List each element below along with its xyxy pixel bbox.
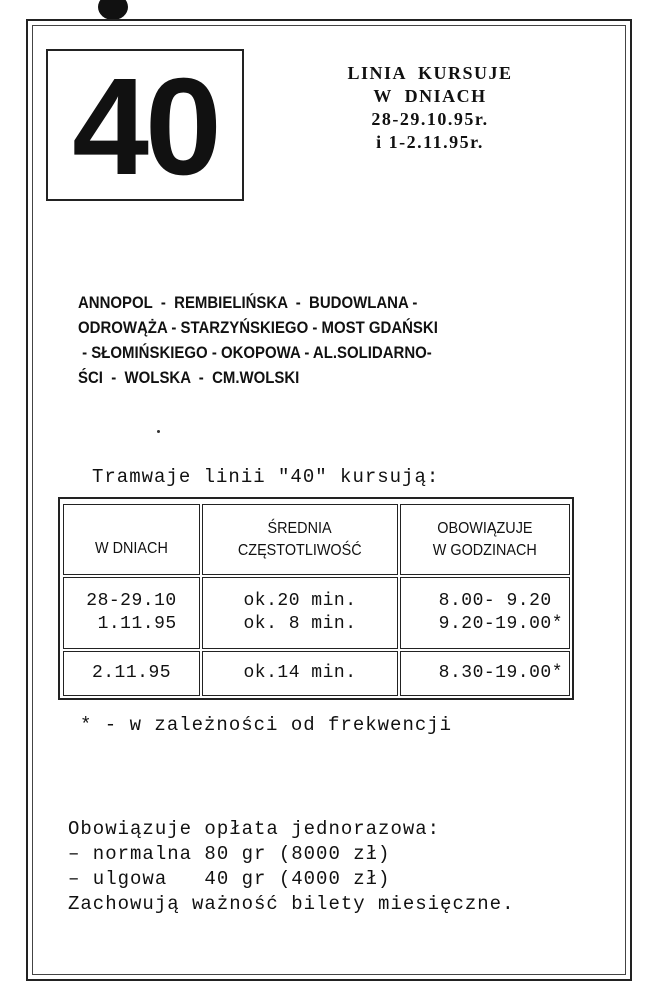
notice-line-1: LINIA KURSUJE bbox=[347, 63, 513, 83]
table-row-1-days: 28-29.10 1.11.95 bbox=[63, 577, 200, 649]
fare-line-2: – normalna 80 gr (8000 zł) bbox=[68, 843, 391, 865]
footnote: * - w zależności od frekwencji bbox=[80, 714, 453, 736]
route-line: ŚCI - WOLSKA - CM.WOLSKI bbox=[78, 368, 300, 387]
table-row-1-frequency: ok.20 min. ok. 8 min. bbox=[202, 577, 398, 649]
notice-line-2: W DNIACH bbox=[373, 86, 487, 106]
route-line: ODROWĄŻA - STARZYŃSKIEGO - MOST GDAŃSKI bbox=[78, 318, 438, 337]
table-row-2-frequency: ok.14 min. bbox=[202, 651, 398, 696]
fare-info bbox=[68, 817, 514, 917]
notice-line-4: i 1-2.11.95r. bbox=[376, 132, 484, 152]
route-line: ANNOPOL - REMBIELIŃSKA - BUDOWLANA - bbox=[78, 293, 418, 312]
notice-line-3: 28-29.10.95r. bbox=[371, 109, 489, 129]
table-caption: Tramwaje linii "40" kursują: bbox=[92, 466, 440, 488]
line-number-box bbox=[46, 49, 244, 204]
schedule-table bbox=[58, 497, 574, 700]
header-frequency: ŚREDNIA CZĘSTOTLIWOŚĆ bbox=[202, 504, 398, 575]
line-number: 40 bbox=[72, 50, 218, 204]
fare-line-1: Obowiązuje opłata jednorazowa: bbox=[68, 818, 441, 840]
service-dates-notice bbox=[320, 62, 540, 154]
header-days: W DNIACH bbox=[63, 504, 200, 575]
table-row-1-hours: 8.00- 9.20 9.20-19.00* bbox=[400, 577, 570, 649]
route-description bbox=[78, 290, 536, 390]
fare-line-4: Zachowują ważność bilety miesięczne. bbox=[68, 893, 515, 915]
table-row-2-days: 2.11.95 bbox=[63, 651, 200, 696]
fare-line-3: – ulgowa 40 gr (4000 zł) bbox=[68, 868, 391, 890]
punch-hole-mark bbox=[98, 0, 128, 20]
header-hours: OBOWIĄZUJE W GODZINACH bbox=[400, 504, 570, 575]
stray-dot bbox=[157, 430, 160, 433]
route-line: - SŁOMIŃSKIEGO - OKOPOWA - AL.SOLIDARNO- bbox=[78, 343, 432, 362]
table-row-2-hours: 8.30-19.00* bbox=[400, 651, 570, 696]
